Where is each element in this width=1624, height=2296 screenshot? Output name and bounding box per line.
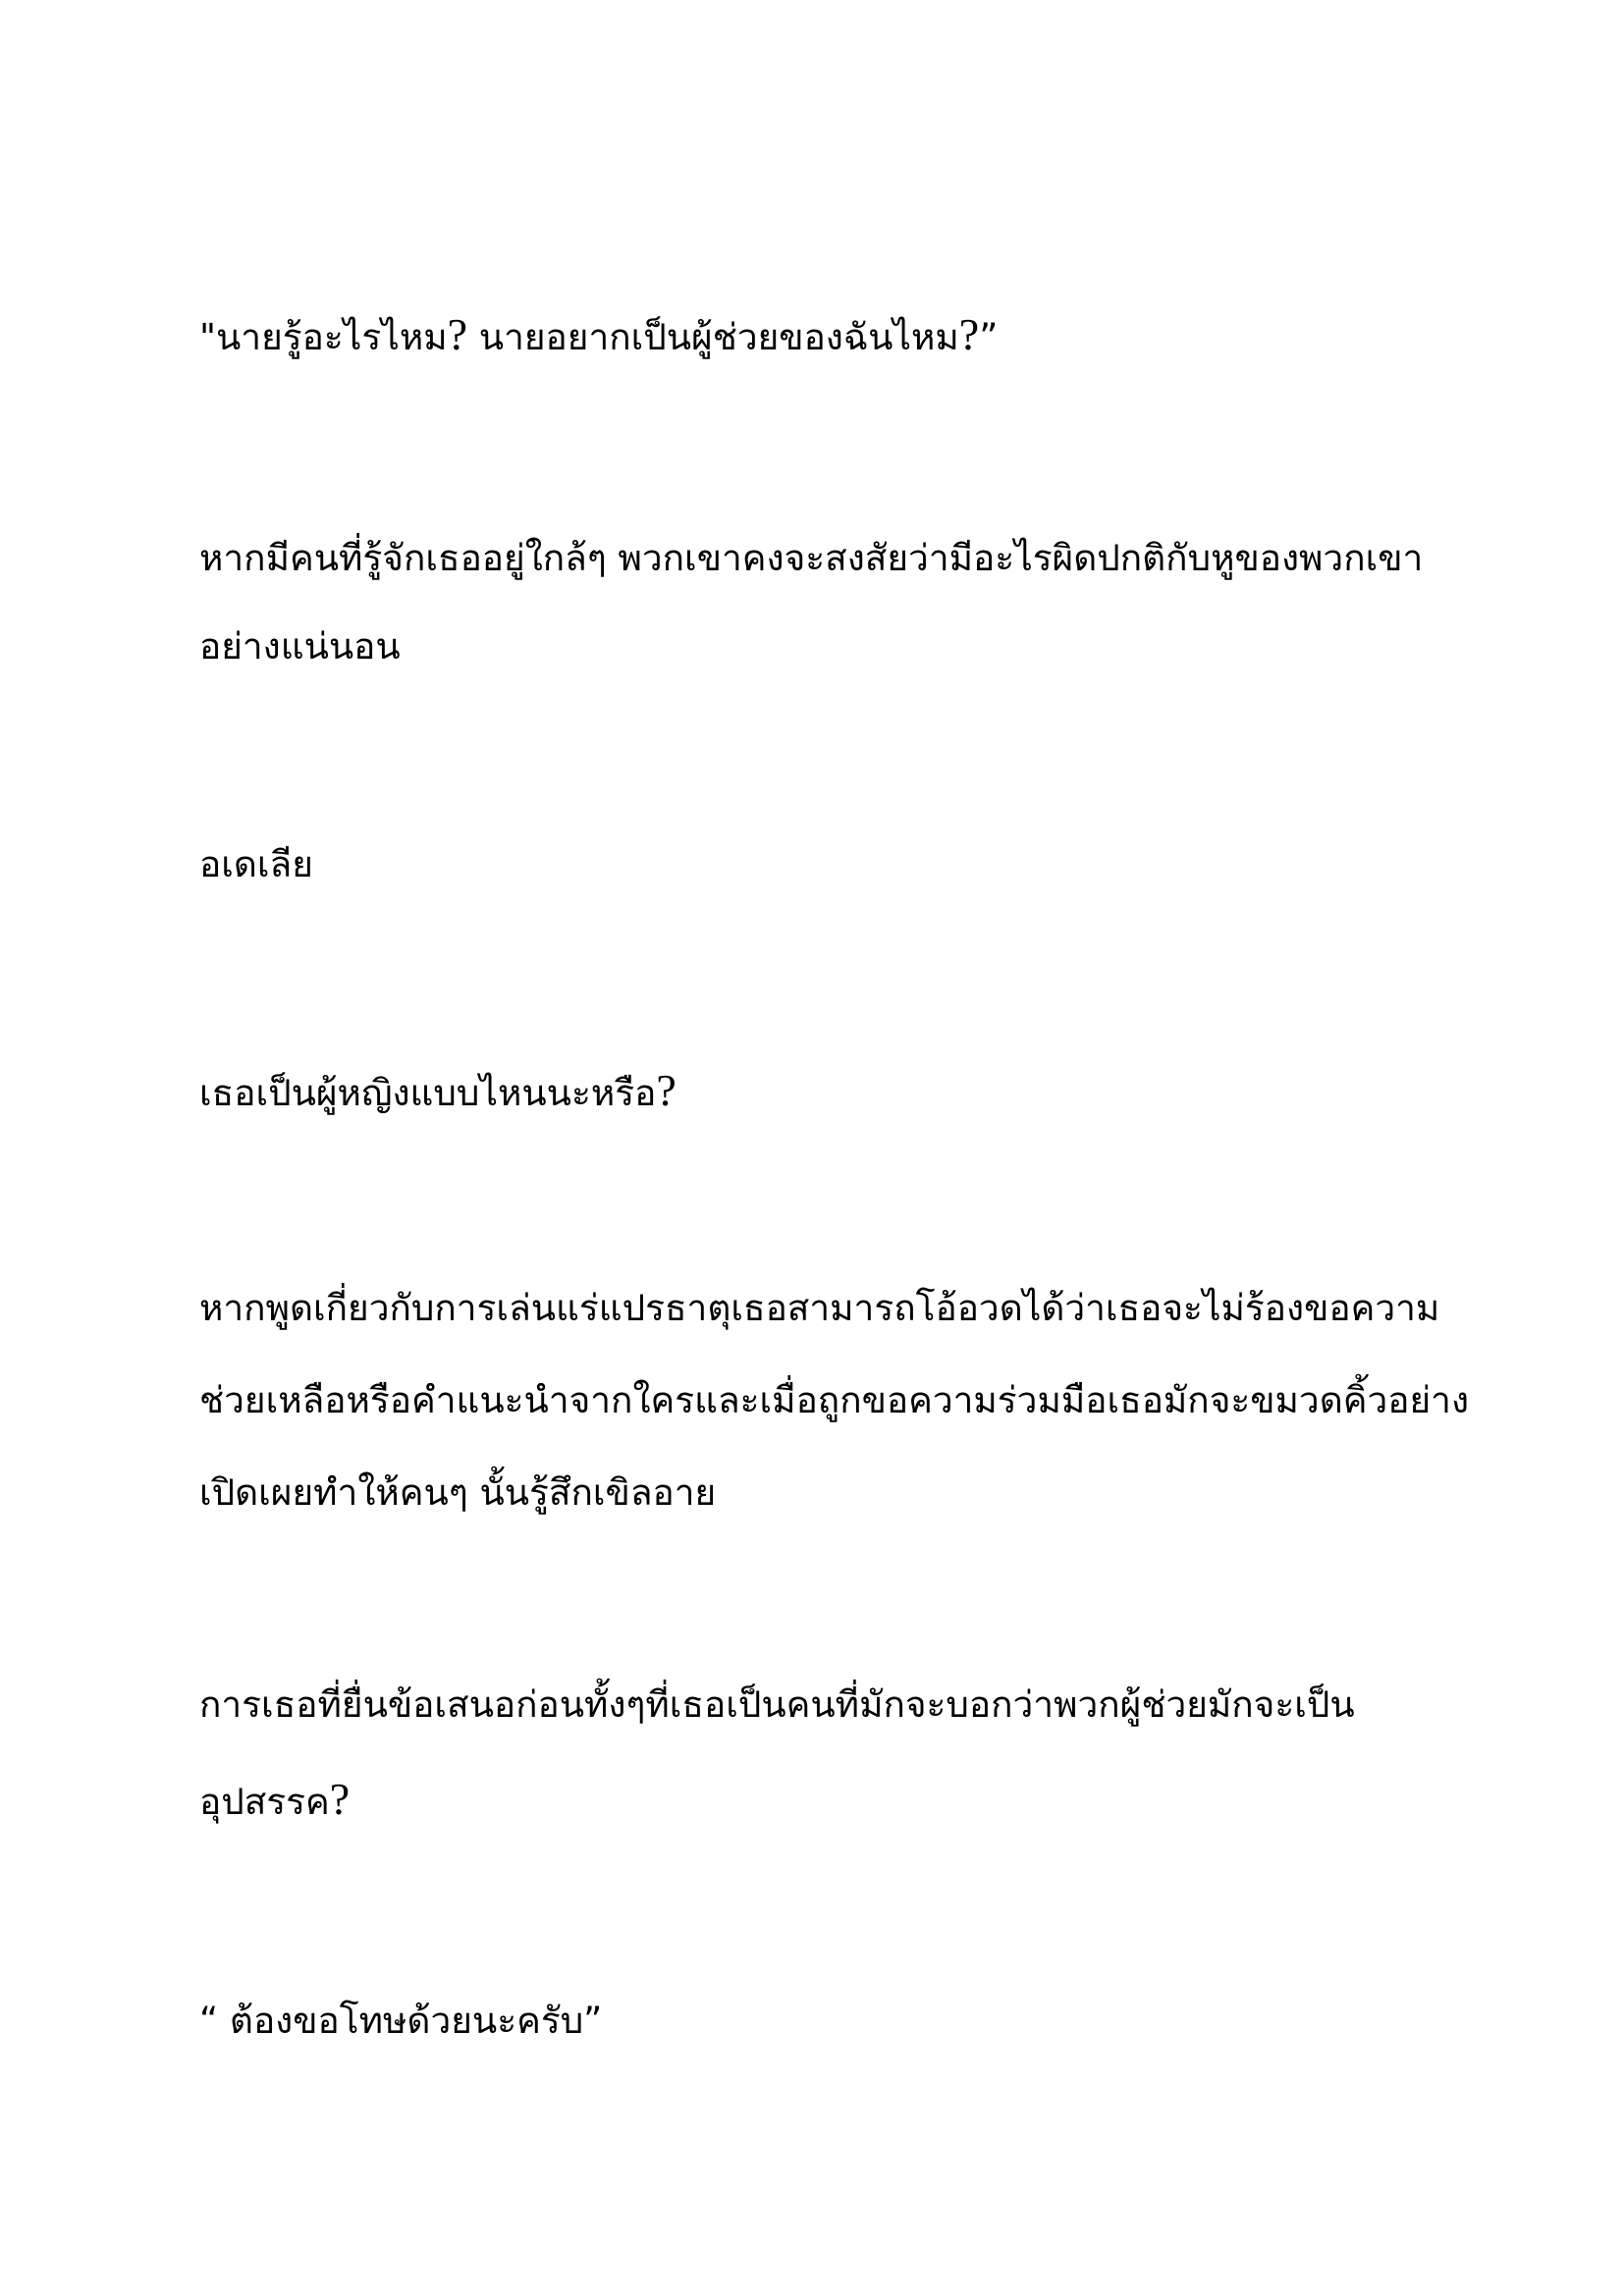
paragraph-line: "นายรู้อะไรไหม? นายอยากเป็นผู้ช่วยของฉันไหม?” [199,309,999,359]
paragraph-line: ช่วยเหลือหรือคำแนะนำจากใครและเมื่อถูกขอความร่วมมือเธอมักจะขมวดคิ้วอย่าง [199,1379,1470,1421]
paragraph-line: เธอเป็นผู้หญิงแบบไหนนะหรือ? [199,1065,677,1115]
paragraph-line: อย่างแน่นอน [199,625,401,667]
paragraph-line: อเดเลีย [199,843,313,885]
paragraph-line: เปิดเผยทำให้คนๆ นั้นรู้สึกเขิลอาย [199,1471,717,1514]
paragraph-line: หากมีคนที่รู้จักเธออยู่ใกล้ๆ พวกเขาคงจะสงสัยว่ามีอะไรผิดปกติกับหูของพวกเขา [199,537,1424,579]
paragraph-line: “ ต้องขอโทษด้วยนะครับ” [199,2000,603,2042]
paragraph-line: หากพูดเกี่ยวกับการเล่นแร่แปรธาตุเธอสามารถโอ้อวดได้ว่าเธอจะไม่ร้องขอความ [199,1287,1440,1329]
paragraph-line: อุปสรรค? [199,1774,351,1824]
paragraph-line: การเธอที่ยื่นข้อเสนอก่อนทั้งๆที่เธอเป็นคนที่มักจะบอกว่าพวกผู้ช่วยมักจะเป็น [199,1683,1355,1726]
